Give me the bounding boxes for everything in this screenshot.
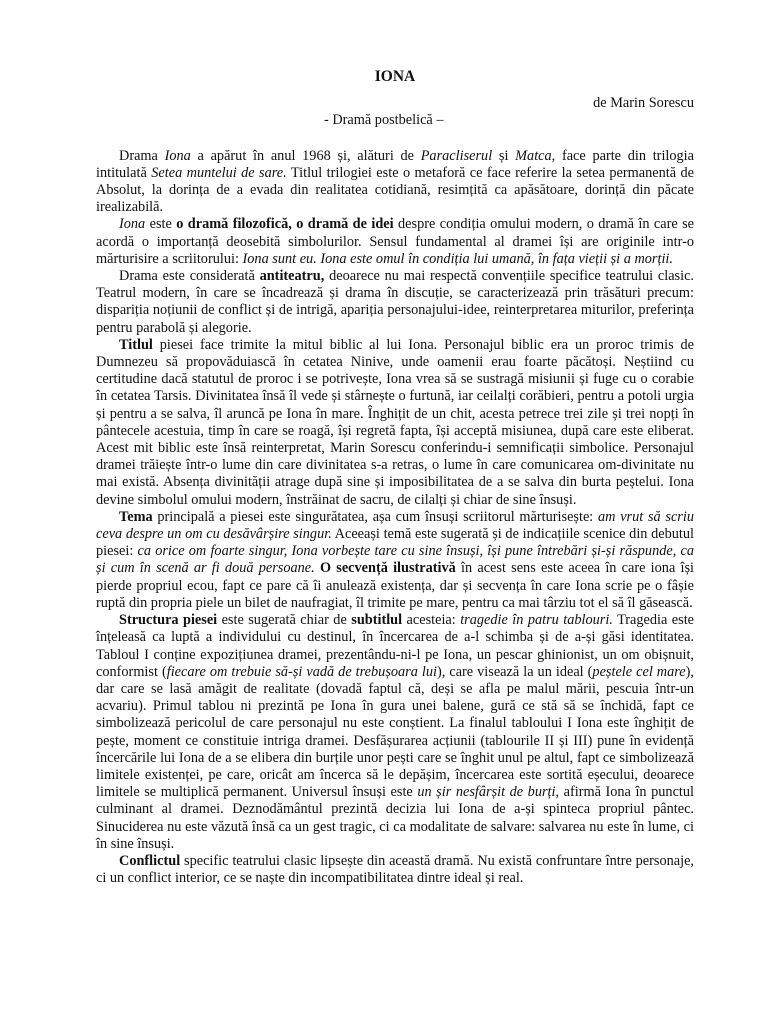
text-run: Titlul trilogiei este o metaforă ce face referire la setea permanentă de Absolut, la dorința de a evada din realitatea cotidiană, resimțită ca apăsătoare, dorință din păcate irealizabilă. [96,164,695,216]
italic-text: ca orice om foarte singur, Iona vorbește tare cu sine însuși, își pune întrebări și-și răspunde, ca și cum în scenă ar fi două persoane. [96,543,694,577]
italic-text: tragedie în patru tablouri. [460,612,613,629]
text-run: principală a piesei este singurătatea, așa cum însuși scriitorul mărturisește: [152,508,599,525]
bold-text: Titlul [119,336,153,353]
document-title: IONA [374,68,416,85]
text-run: ), care visează la un ideal ( [437,663,593,680]
text-run: Aceeași temă este sugerată și de indicațiile scenice din debutul piesei: [96,526,694,560]
italic-text: fiecare om trebuie să-și vadă de trebușoara lui [166,663,437,680]
italic-text: Matca [515,147,552,164]
italic-text: Iona [119,216,146,233]
italic-text: Iona sunt eu. Iona este omul în condiția lui umană, în fața vieții și a morții. [242,250,673,267]
italic-text: Setea muntelui de sare. [151,164,287,181]
text-run: deoarece nu mai respectă convențiile specifice teatrului clasic. Teatrul modern, în care se încadrează și drama în discuție, se caracterizează prin trăsături precum: dispariția noțiunii de conflict și de intrigă, apariția personajului-idee, reinterpretarea miturilor, preferința pentru parabolă și alegorie. [96,268,694,336]
bold-text: antiteatru, [259,268,325,285]
italic-text: Iona [164,147,191,164]
paragraph [96,337,694,509]
italic-text: un șir nesfârșit de burți [417,784,556,801]
text-run: Tragedia este înțeleasă ca luptă a individului cu destinul, în încercarea de a-l schimba și de a-și găsi identitatea. Tabloul I conține expozițiunea dramei, prezentându-ni-l pe Iona, un pescar ghinionist, un om obișnuit, conformist ( [96,612,695,680]
paragraph [96,612,694,853]
text-run: Drama [119,147,165,164]
text-run: este sugerată chiar de [217,612,352,629]
text-run: piesei face trimite la mitul biblic al lui Iona. Personajul biblic era un proroc trimis de Dumnezeu să propovăduiască în cetatea Ninive, unde oamenii erau foarte păcătoși. Neștiind cu certitudine dacă statutul de proroc i se potrivește, Iona vrea să se sustragă misiunii și fuge cu o corabie în cetatea Tarsis. Divinitatea însă îl vede și stârnește o furtună, iar ceilalți corăbieri, pentru a potoli urgia și pentru a se salva, îl aruncă pe Iona în mare. Înghițit de un chit, acesta petrece trei zile și trei nopți în pântecele acestuia, timp în care se roagă, își regretă fapta, își acceptă misiunea, după care este eliberat. Acest mit biblic este însă reinterpretat, Marin Sorescu conferindu-i semnificații simbolice. Personajul dramei trăiește într-o lume din care divinitatea s-a retras, o lume în care comunicarea om-divinitate nu mai există. Absența divinității atrage după sine și imposibilitatea de a se salva din burta peștelui. Iona devine simbolul omului modern, înstrăinat de sacru, de cilalți și chiar de sine însuși. [96,336,694,508]
document-body [96,148,694,888]
italic-text: peștele cel mare [592,663,686,680]
document-subtitle: - Dramă postbelică – [324,112,444,129]
text-run: specific teatrului clasic lipsește din această dramă. Nu există confruntare între personaje, ci un conflict interior, ce se naște din incompatibilitatea dintre ideal și real. [96,852,694,887]
text-run: despre condiția omului modern, o dramă în care se acordă o importanță deosebită simbolurilor. Sensul fundamental al dramei își are originile intr-o mărturisire a scriitorului: [96,216,695,267]
paragraph [96,509,694,612]
bold-text: Structura piesei [119,612,218,629]
document-page [96,60,694,887]
text-run: și [492,147,516,164]
text-run: ), dar care se lasă amăgit de realitate (dovadă faptul că, deși se afla pe malul mării, pescuia într-un acvariu). Primul tablou ni prezintă pe Iona în gura unei balene, gură ce stă să se închidă, fapt ce simbolizează pericolul de care personajul nu este conștient. La finalul tabloului I Iona este înghițit de pește, moment ce constituie intriga dramei. Desfășurarea acțiunii (tablourile II și III) pune în evidență încercările lui Iona de a se elibera din burțile unor pești care se înghit unul pe altul, fapt ce simbolizează limitele existenței, pe care, oricât am încerca să le depășim, încercarea este sortită eșecului, deoarece limitele se multiplică permanent. Universul însuși este [96,663,694,801]
text-run: a apărut în anul 1968 și, alături de [190,147,421,164]
text-run: este [145,216,177,233]
text-run: în acest sens este aceea în care iona își pierde propriul ecou, fapt ce pare că îi anulează existența, dar și secvența în care Iona scrie pe o fâșie ruptă din propria piele un bilet de naufragiat, îl trimite pe mare, pentru ca mai târziu tot el să îl găsească. [96,560,694,611]
paragraph [96,216,694,268]
italic-text: am vrut să scriu ceva despre un om cu desăvârșire singur. [96,508,694,543]
text-run: Drama este considerată [119,268,260,285]
text-run: , afirmă Iona în punctul culminant al dramei. Deznodământul prezintă decizia lui Iona de a-și spinteca propriul pântec. Sinuciderea nu este văzută însă ca un gest tragic, ci ca modalitate de salvare: salvarea nu este în lume, ci în sine însuși. [96,784,695,852]
bold-text: o dramă filozofică, o dramă de idei [176,216,394,233]
bold-text: Conflictul [119,852,181,869]
bold-text: O secvență ilustrativă [319,560,456,577]
paragraph [96,268,694,337]
italic-text: Paracliserul [420,147,493,164]
bold-text: subtitlul [351,612,403,629]
text-run: , face parte din trilogia intitulată [96,147,694,181]
paragraph [96,148,694,217]
paragraph [96,853,694,887]
author-line: de Marin Sorescu [593,95,694,112]
bold-text: Tema [119,508,153,525]
text-run: acesteia: [402,612,461,629]
